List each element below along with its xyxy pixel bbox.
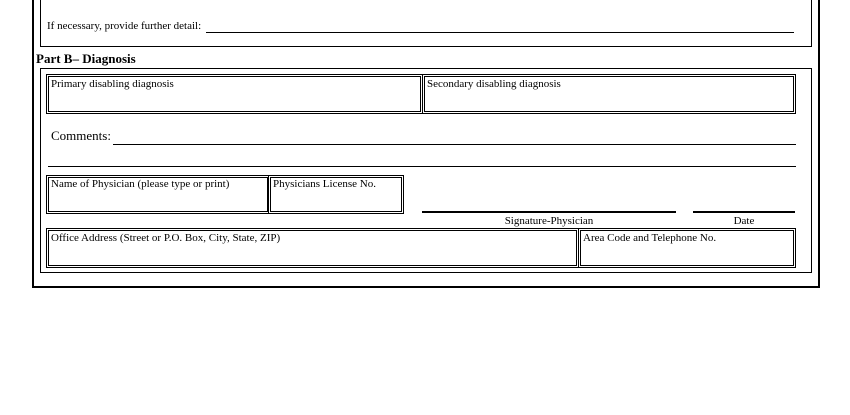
physician-license-label: Physicians License No. — [273, 178, 376, 190]
part-b-heading: Part B– Diagnosis — [36, 51, 136, 66]
primary-diagnosis-label: Primary disabling diagnosis — [51, 78, 174, 90]
office-address-label: Office Address (Street or P.O. Box, City, State, ZIP) — [51, 232, 281, 244]
comments-field-line-2[interactable] — [48, 166, 796, 167]
telephone-label: Area Code and Telephone No. — [583, 232, 717, 244]
date-field[interactable] — [693, 211, 795, 213]
further-detail-label: If necessary, provide further detail: — [47, 20, 202, 32]
further-detail-field[interactable] — [206, 32, 794, 33]
signature-field[interactable] — [422, 211, 676, 213]
physician-name-label: Name of Physician (please type or print) — [51, 178, 230, 190]
comments-label: Comments: — [51, 128, 111, 143]
comments-field-line-1[interactable] — [113, 144, 796, 145]
signature-label: Signature-Physician — [504, 215, 594, 227]
date-label: Date — [733, 215, 755, 227]
secondary-diagnosis-label: Secondary disabling diagnosis — [427, 78, 561, 90]
